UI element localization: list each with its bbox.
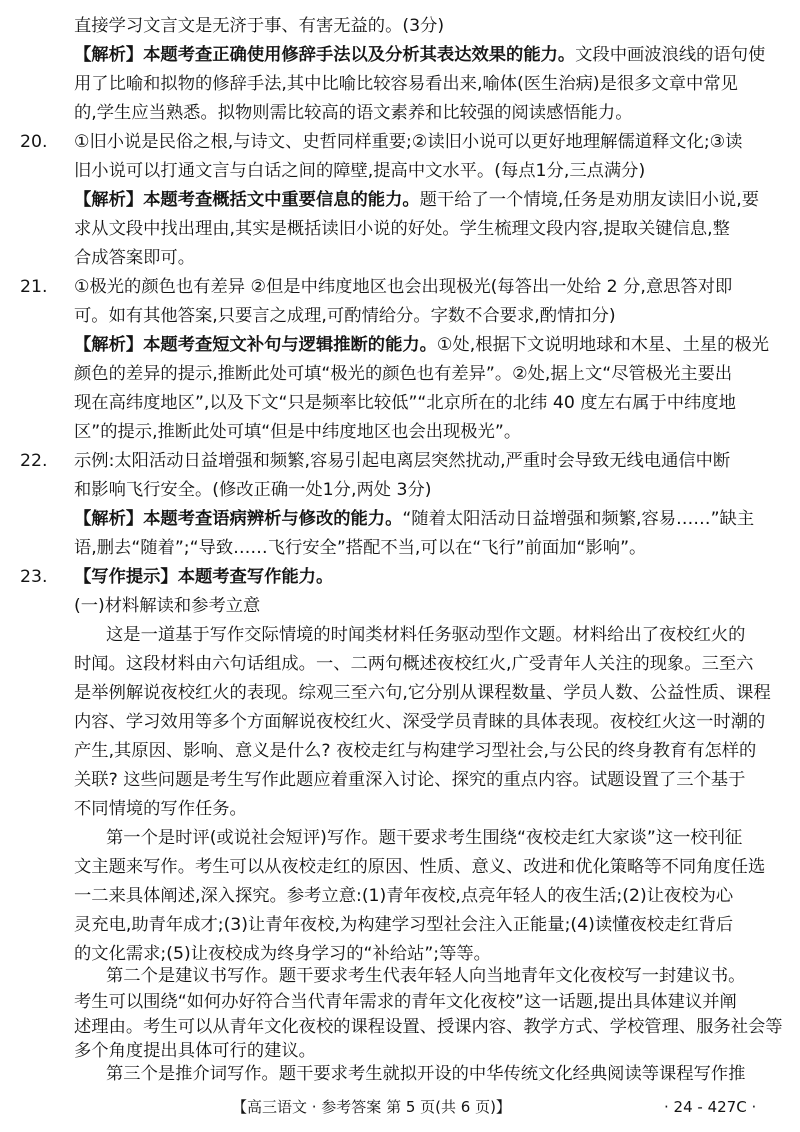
analysis-line (74, 186, 759, 215)
text-line: 合成答案即可。 (74, 248, 195, 268)
analysis-text: 题干给了一个情境,任务是劝朋友读旧小说,要 (419, 190, 759, 210)
text-line: ①旧小说是民俗之根,与诗文、史哲同样重要;②读旧小说可以更好地理解儒道释文化;③读 (74, 132, 743, 152)
analysis-line (74, 331, 769, 360)
text-line: 和影响飞行安全。(修改正确一处1分,两处 3分) (74, 480, 432, 500)
text-line: 语,删去“随着”;“导致……飞行安全”搭配不当,可以在“飞行”前面加“影响”。 (74, 538, 647, 558)
analysis-lead: 【解析】本题考查短文补句与逻辑推断的能力。 (74, 335, 437, 355)
analysis-lead: 【解析】本题考查概括文中重要信息的能力。 (74, 190, 420, 210)
text-line: 时闻。这段材料由六句话组成。一、二两句概述夜校红火,广受青年人关注的现象。三至六 (74, 654, 754, 674)
text-line: 一二来具体阐述,深入探究。参考立意:(1)青年夜校,点亮年轻人的夜生活;(2)让夜校为心 (74, 886, 734, 906)
text-line: 示例:太阳活动日益增强和频繁,容易引起电离层突然扰动,严重时会导致无线电通信中断 (74, 451, 731, 471)
paragraph-start: 第一个是时评(或说社会短评)写作。题干要求考生围绕“夜校走红大家谈”这一校刊征 (106, 828, 743, 848)
text-line: 多个角度提出具体可行的建议。 (74, 1041, 316, 1061)
text-line: 关联? 这些问题是考生写作此题应着重深入讨论、探究的重点内容。试题设置了三个基于 (74, 770, 746, 790)
text-line: 的文化需求;(5)让夜校成为终身学习的“补给站”;等等。 (74, 944, 491, 964)
analysis-line (74, 41, 765, 70)
question-number-22: 22. (20, 451, 48, 471)
text-line: 求从文段中找出理由,其实是概括读旧小说的好处。学生梳理文段内容,提取关键信息,整 (74, 219, 730, 239)
analysis-lead: 【解析】本题考查正确使用修辞手法以及分析其表达效果的能力。 (74, 45, 576, 65)
text-line: 述理由。考生可以从青年文化夜校的课程设置、授课内容、教学方式、学校管理、服务社会等 (74, 1017, 783, 1037)
paragraph-start: 第二个是建议书写作。题干要求考生代表年轻人向当地青年文化夜校写一封建议书。 (106, 966, 746, 986)
question-number-20: 20. (20, 132, 48, 152)
paragraph-start: 这是一道基于写作交际情境的时闻类材料任务驱动型作文题。材料给出了夜校红火的 (106, 625, 746, 645)
text-line: 区”的提示,推断此处可填“但是中纬度地区也会出现极光”。 (74, 422, 522, 442)
text-line: 旧小说可以打通文言与白话之间的障壁,提高中文水平。(每点1分,三点满分) (74, 161, 646, 181)
text-line: 内容、学习效用等多个方面解说夜校红火、深受学员青睐的具体表现。夜校红火这一时潮的 (74, 712, 766, 732)
question-number-21: 21. (20, 277, 48, 297)
text-line: 不同情境的写作任务。 (74, 799, 247, 819)
question-number-23: 23. (20, 567, 48, 587)
text-line: 颜色的差异的提示,推断此处可填“极光的颜色也有差异”。②处,据上文“尽管极光主要出 (74, 364, 733, 384)
section-heading: (一)材料解读和参考立意 (74, 596, 261, 616)
analysis-text: “随着太阳活动日益增强和频繁,容易……”缺主 (402, 509, 755, 529)
text-line: 产生,其原因、影响、意义是什么? 夜校走红与构建学习型社会,与公民的终身教育有怎样的 (74, 741, 757, 761)
analysis-lead: 【解析】本题考查语病辨析与修改的能力。 (74, 509, 403, 529)
text-line: 是举例解说夜校红火的表现。综观三至六句,它分别从课程数量、学员人数、公益性质、课程 (74, 683, 771, 703)
text-line: 用了比喻和拟物的修辞手法,其中比喻比较容易看出来,喻体(医生治病)是很多文章中常见 (74, 74, 738, 94)
text-line: 的,学生应当熟悉。拟物则需比较高的语文素养和比较强的阅读感悟能力。 (74, 103, 633, 123)
analysis-line (74, 505, 754, 534)
text-line: 文主题来写作。考生可以从夜校走红的原因、性质、意义、改进和优化策略等不同角度任选 (74, 857, 766, 877)
page-footer-code: · 24 - 427C · (664, 1098, 757, 1116)
text-line: 灵充电,助青年成才;(3)让青年夜校,为构建学习型社会注入正能量;(4)读懂夜校走红背后 (74, 915, 734, 935)
writing-tip-heading: 【写作提示】本题考查写作能力。 (74, 567, 334, 587)
paragraph-start: 第三个是推介词写作。题干要求考生就拟开设的中华传统文化经典阅读等课程写作推 (106, 1064, 746, 1084)
analysis-text: ①处,根据下文说明地球和木星、土星的极光 (436, 335, 769, 355)
text-line: 现在高纬度地区”,以及下文“只是频率比较低”“北京所在的北纬 40 度左右属于中纬度地 (74, 393, 736, 413)
text-line: 可。如有其他答案,只要言之成理,可酌情给分。字数不合要求,酌情扣分) (74, 306, 616, 326)
page-footer-info: 【高三语文 · 参考答案 第 5 页(共 6 页)】 (232, 1098, 511, 1116)
analysis-text: 文段中画波浪线的语句使 (575, 45, 766, 65)
text-line: ①极光的颜色也有差异 ②但是中纬度地区也会出现极光(每答出一处给 2 分,意思答对即 (74, 277, 733, 297)
text-line: 考生可以围绕“如何办好符合当代青年需求的青年文化夜校”这一话题,提出具体建议并阐 (74, 992, 737, 1012)
text-line: 直接学习文言文是无济于事、有害无益的。(3分) (74, 16, 445, 36)
